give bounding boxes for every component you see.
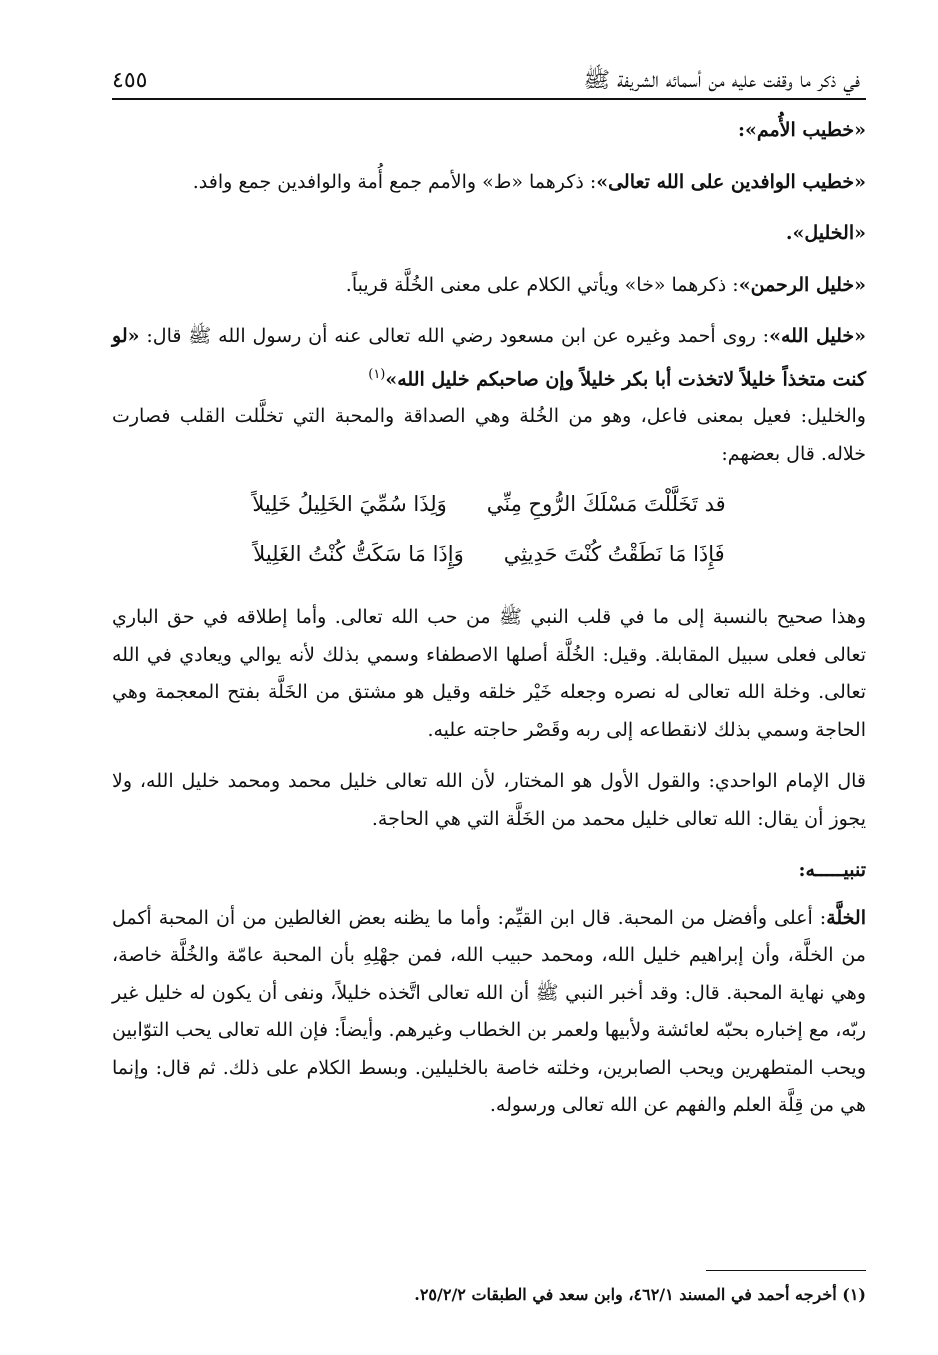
entry-text: : ذكرهما «خا» ويأتي الكلام على معنى الخُلَّة قريباً. — [345, 273, 739, 296]
entry-text: : روى أحمد وغيره عن ابن مسعود رضي الله تعالى عنه أن رسول الله ﷺ قال: — [139, 325, 770, 347]
poem-hemistich: وَإِذَا مَا سَكَتُّ كُنْتُ الغَلِيلاً — [253, 542, 464, 567]
main-text — [112, 112, 866, 1139]
page-number: ٤٥٥ — [112, 68, 148, 93]
note-paragraph — [112, 900, 866, 1125]
definition-paragraph: والخليل: فعيل بمعنى فاعل، وهو من الخُلة وهي الصداقة والمحبة التي تخلَّلت القلب فصارت خلاله. قال بعضهم: — [112, 405, 866, 465]
running-title: في ذكر ما وقفت عليه من أسمائه الشريفة ﷺ — [583, 68, 860, 93]
poem — [112, 479, 866, 579]
entry-term: «خطيب الأُمم»: — [737, 119, 866, 141]
footnote-rule — [706, 1270, 866, 1271]
footnote-marker: (١) — [368, 366, 386, 382]
poem-line — [112, 479, 866, 529]
running-header — [112, 52, 860, 96]
entry-term: «خطيب الوافدين على الله تعالى» — [596, 170, 866, 193]
poem-hemistich: فَإِذَا مَا نَطَقْتُ كُنْتَ حَدِيثِي — [503, 542, 725, 567]
hadith-quote: «لو كنت متخذاً خليلاً لاتخذت أبا بكر خليلاً وإن صاحبكم خليل الله» — [112, 325, 866, 390]
entry-term: «خليل الله» — [769, 325, 866, 347]
entry-khalil-allah — [112, 318, 866, 398]
commentary-paragraph: وهذا صحيح بالنسبة إلى ما في قلب النبي ﷺ من حب الله تعالى. وأما إطلاقه في حق الباري تعالى فعلى سبيل المقابلة. وقيل: الخُلَّة أصلها الاصطفاء وسمي بذلك لأنه يوالي ويعادي في الله تعالى. وخلة الله تعالى له نصره وجعله خَيْر خلقه وقيل هو مشتق من الخَلَّة بفتح المعجمة وهي الحاجة وسمي بذلك لانقطاعه إلى ربه وقَصْر حاجته عليه. — [112, 606, 866, 741]
entry-term: «خليل الرحمن» — [738, 273, 866, 296]
poem-line — [112, 529, 866, 579]
footnote: (١) أخرجه أحمد في المسند ٤٦٢/١، وابن سعد في الطبقات ٢٥/٢/٢. — [414, 1285, 866, 1304]
entry-khalil-al-rahman — [112, 267, 866, 305]
note-heading: تنبيـــــه: — [798, 859, 866, 882]
entry-term: «الخليل». — [785, 222, 866, 244]
poem-hemistich: وَلِذَا سُمِّيَ الخَلِيلُ خَلِيلاً — [252, 492, 447, 517]
header-rule — [112, 98, 866, 100]
entry-term: الخلَّة — [826, 906, 866, 929]
entry-text: : أعلى وأفضل من المحبة. قال ابن القيِّم: وأما ما يظنه بعض الغالطين من أن المحبة أكمل من الخلَّة، وأن إبراهيم خليل الله، ومحمد حبيب الله، فمن جهْلِهِ بأن المحبة عامّة والخُلَّة خاصة، وهي نهاية المحبة. قال: وقد أخبر النبي ﷺ أن الله تعالى اتَّخذه خليلاً، ونفى أن يكون له خليل غير ربّه، مع إخباره بحبّه لعائشة ولأبيها ولعمر بن الخطاب وغيرهم. وأيضاً: فإن الله تعالى يحب التوّابين ويحب المتطهرين ويحب الصابرين، وخلته خاصة بالخليلين. وبسط الكلام على ذلك. ثم قال: وإنما هي من قِلَّة العلم والفهم عن الله تعالى ورسوله. — [112, 906, 866, 1117]
entry-khatib-al-umam — [112, 112, 866, 150]
entry-text: : ذكرهما «ط» والأمم جمع أُمة والوافدين جمع وافد. — [192, 170, 597, 193]
wahidi-paragraph: قال الإمام الواحدي: والقول الأول هو المختار، لأن الله تعالى خليل محمد ومحمد خليل الله، ولا يجوز أن يقال: الله تعالى خليل محمد من الخَلَّة التي هي الحاجة. — [112, 770, 866, 830]
entry-khatib-al-wafidin — [112, 164, 866, 202]
poem-hemistich: قد تَخَلَّلْتَ مَسْلَكَ الرُّوحِ مِنِّي — [486, 492, 726, 517]
entry-al-khalil — [112, 215, 866, 253]
